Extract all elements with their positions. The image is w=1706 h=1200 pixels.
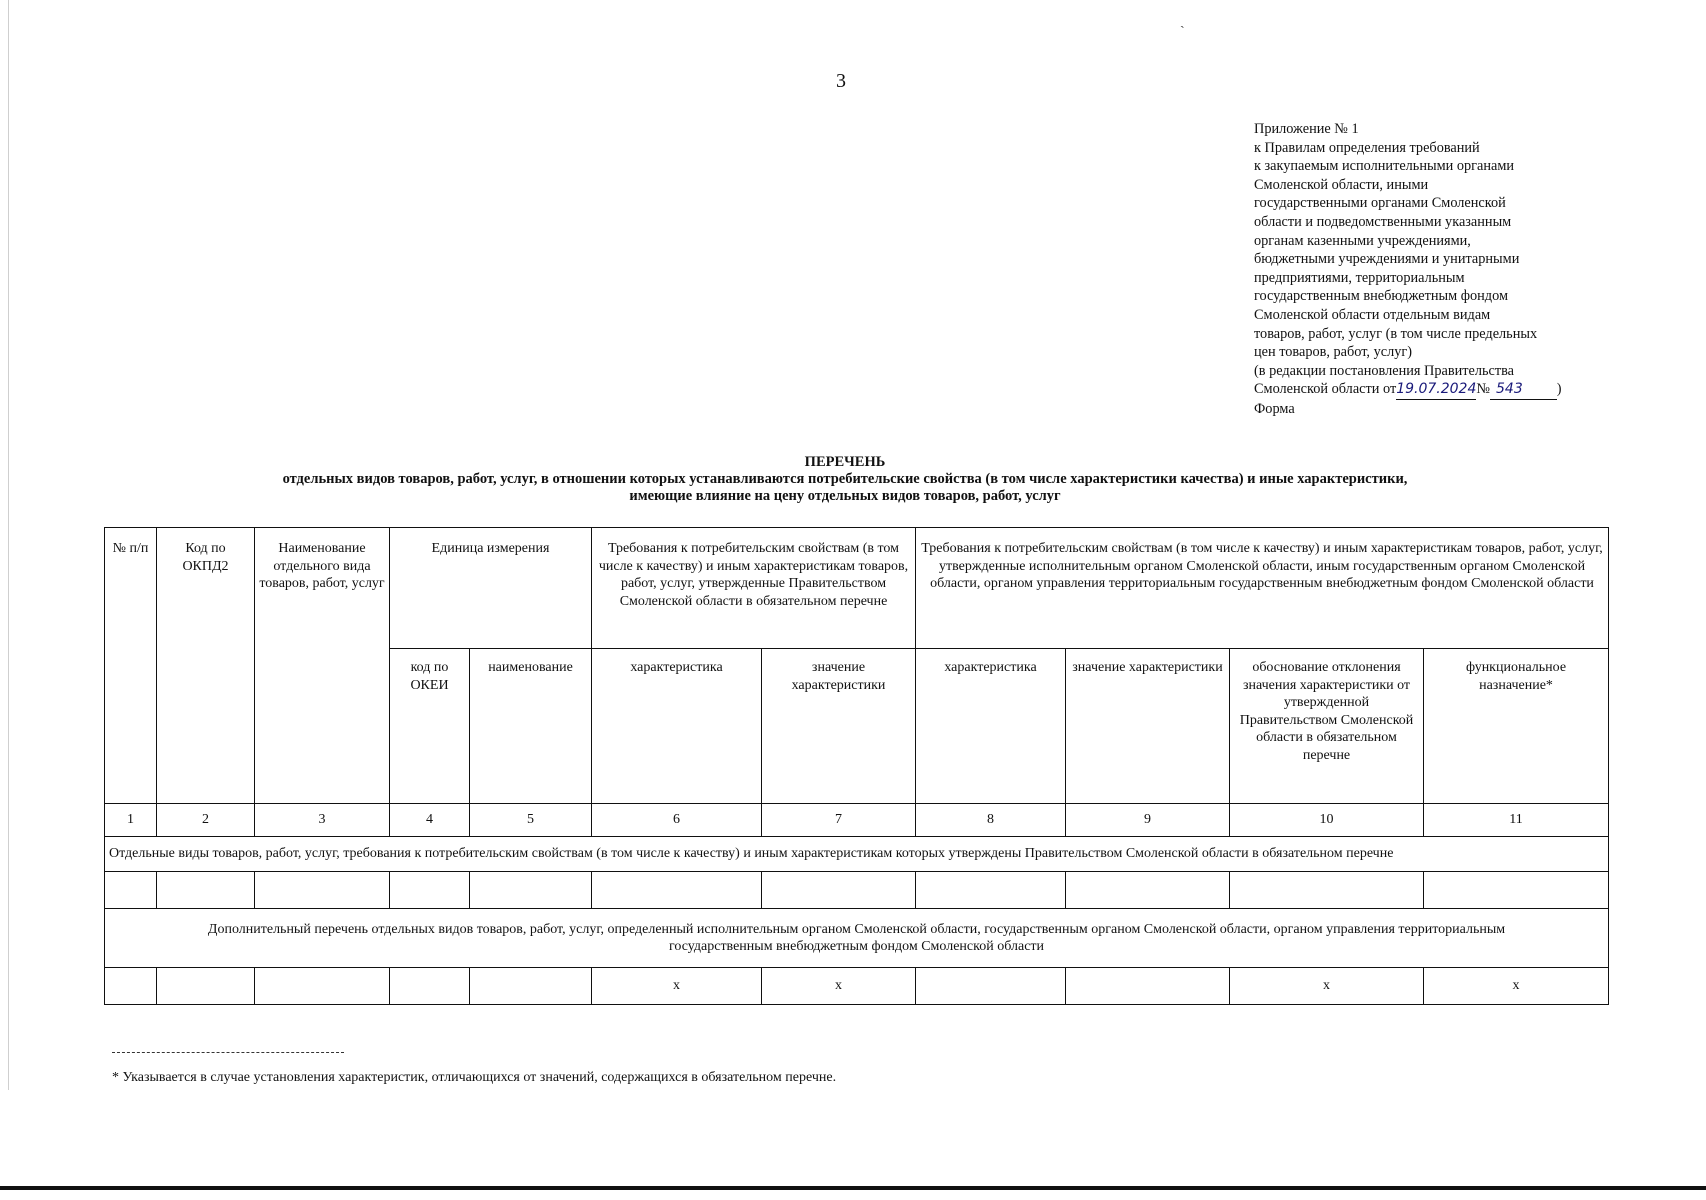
table-cell: [390, 872, 470, 909]
table-cell: [1424, 872, 1609, 909]
table-cell: [470, 968, 592, 1005]
edition-no-label: №: [1476, 381, 1491, 398]
table-row: [105, 872, 1609, 909]
edition-line: [1254, 380, 1594, 400]
section-mandatory-label: Отдельные виды товаров, работ, услуг, требования к потребительским свойствам (в том числе к качеству) и иным характеристикам которых утверждены Правительством Смоленской области в обязательном перечне: [105, 837, 1609, 872]
table-cell: [157, 872, 255, 909]
edition-prefix: Смоленской области от: [1254, 381, 1397, 398]
list-subtitle-line2: имеющие влияние на цену отдельных видов товаров, работ, услуг: [629, 488, 1061, 504]
org-char-header: характеристика: [916, 649, 1066, 804]
column-number: 2: [157, 804, 255, 837]
appendix-line: (в редакции постановления Правительства: [1254, 362, 1515, 379]
appendix-line: цен товаров, работ, услуг): [1254, 344, 1412, 361]
column-number: 7: [762, 804, 916, 837]
page-number: 3: [836, 70, 846, 92]
appendix-line: государственным внебюджетным фондом: [1254, 288, 1508, 305]
column-number: 5: [470, 804, 592, 837]
col-name-header: Наименование отдельного вида товаров, работ, услуг: [255, 528, 390, 804]
table-cell: [1230, 872, 1424, 909]
stray-mark: ˏ: [1180, 14, 1185, 29]
table-cell: х: [1424, 968, 1609, 1005]
requirements-table: [104, 527, 1609, 1005]
table-cell: [255, 968, 390, 1005]
appendix-line: Смоленской области отдельным видам: [1254, 306, 1491, 323]
col-org-req-header: Требования к потребительским свойствам (в том числе к качеству) и иным характеристикам товаров, работ, услуг, утвержденные исполнительным органом Смоленской области, иным государственным органом Смоленской области, органом управления территориальным государственным внебюджетным фондом Смоленской области: [916, 528, 1609, 649]
table-cell: [255, 872, 390, 909]
gov-char-header: характеристика: [592, 649, 762, 804]
table-cell: х: [1230, 968, 1424, 1005]
purpose-header: функциональное назначение*: [1424, 649, 1609, 804]
edition-date-field: [1396, 380, 1476, 400]
appendix-line: бюджетными учреждениями и унитарными: [1254, 251, 1520, 268]
table-cell: [1066, 968, 1230, 1005]
scan-bottom-edge: [0, 1186, 1706, 1190]
column-number: 3: [255, 804, 390, 837]
table-cell: [105, 872, 157, 909]
column-number: 8: [916, 804, 1066, 837]
table-cell: х: [762, 968, 916, 1005]
edition-close: ): [1556, 381, 1562, 398]
col-number-header: № п/п: [105, 528, 157, 804]
table-cell: [592, 872, 762, 909]
edition-date: 19.07.2024: [1396, 381, 1477, 398]
footnote: * Указывается в случае установления характеристик, отличающихся от значений, содержащихся в обязательном перечне.: [112, 1070, 837, 1085]
column-number: 11: [1424, 804, 1609, 837]
edition-number: 543: [1496, 381, 1523, 398]
table-cell: [105, 968, 157, 1005]
appendix-line: государственными органами Смоленской: [1254, 195, 1506, 212]
col-unit-header: Единица измерения: [390, 528, 592, 649]
column-number: 9: [1066, 804, 1230, 837]
col-gov-req-header: Требования к потребительским свойствам (в том числе к качеству) и иным характеристикам товаров, работ, услуг, утвержденные Правительством Смоленской области в обязательном перечне: [592, 528, 916, 649]
list-title: ПЕРЕЧЕНЬ: [804, 454, 886, 470]
deviation-header: обоснование отклонения значения характеристики от утвержденной Правительством Смоленской области в обязательном перечне: [1230, 649, 1424, 804]
table-cell: [916, 968, 1066, 1005]
header-row: [105, 528, 1609, 649]
appendix-line: органам казенными учреждениями,: [1254, 232, 1471, 249]
table-cell: [157, 968, 255, 1005]
okei-code-header: код по ОКЕИ: [390, 649, 470, 804]
okei-name-header: наименование: [470, 649, 592, 804]
table-cell: [916, 872, 1066, 909]
appendix-line: к Правилам определения требований: [1254, 139, 1480, 156]
scan-left-edge: [8, 0, 9, 1090]
appendix-line: к закупаемым исполнительными органами: [1254, 158, 1515, 175]
list-heading: [100, 454, 1590, 505]
section-additional-label: Дополнительный перечень отдельных видов товаров, работ, услуг, определенный исполнительным органом Смоленской области, государственным органом Смоленской области, органом управления территориальным государственным внебюджетным фондом Смоленской области: [105, 909, 1609, 968]
footnote-separator: [112, 1052, 344, 1053]
org-value-header: значение характеристики: [1066, 649, 1230, 804]
appendix-line: предприятиями, территориальным: [1254, 269, 1465, 286]
gov-value-header: значение характеристики: [762, 649, 916, 804]
table-row: [105, 968, 1609, 1005]
list-subtitle-line1: отдельных видов товаров, работ, услуг, в отношении которых устанавливаются потребительские свойства (в том числе характеристики качества) и иные характеристики,: [282, 471, 1408, 487]
section-row-additional: [105, 909, 1609, 968]
appendix-note: [1254, 120, 1594, 419]
table-cell: х: [592, 968, 762, 1005]
table-cell: [762, 872, 916, 909]
appendix-line: области и подведомственными указанным: [1254, 213, 1512, 230]
column-number: 6: [592, 804, 762, 837]
edition-number-field: [1490, 380, 1557, 400]
column-number: 1: [105, 804, 157, 837]
appendix-line: Смоленской области, иными: [1254, 176, 1429, 193]
appendix-line: товаров, работ, услуг (в том числе предельных: [1254, 325, 1538, 342]
appendix-line: Приложение № 1: [1254, 121, 1359, 137]
column-number: 4: [390, 804, 470, 837]
column-number: 10: [1230, 804, 1424, 837]
column-number-row: [105, 804, 1609, 837]
form-label: Форма: [1254, 400, 1295, 417]
table-cell: [1066, 872, 1230, 909]
section-row-mandatory: [105, 837, 1609, 872]
table-cell: [470, 872, 592, 909]
table-cell: [390, 968, 470, 1005]
col-okpd-header: Код по ОКПД2: [157, 528, 255, 804]
